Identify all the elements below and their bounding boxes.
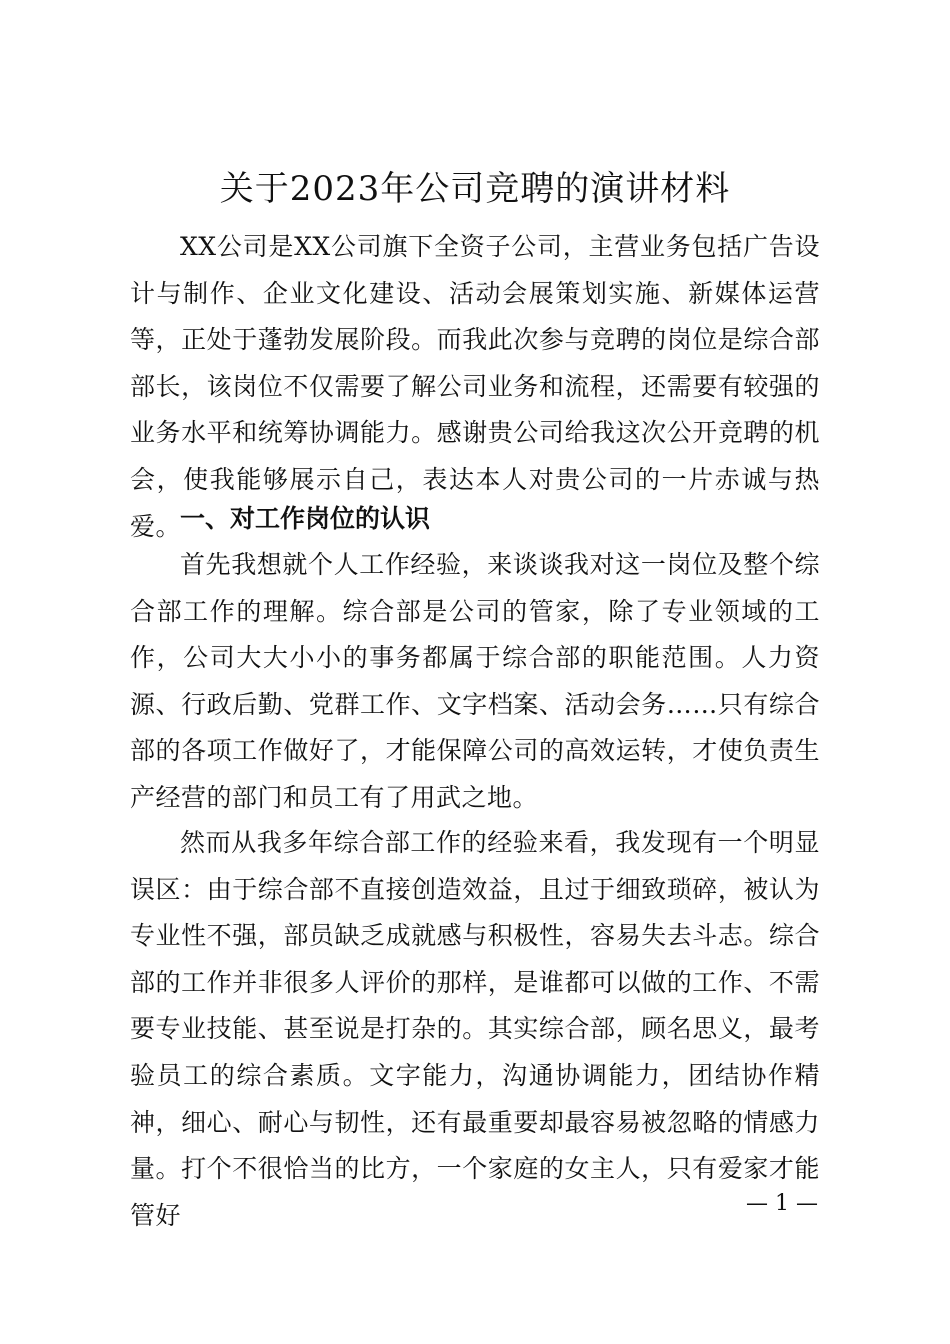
body-paragraph-2: 然而从我多年综合部工作的经验来看，我发现有一个明显误区：由于综合部不直接创造效益，且过于细致琐碎，被认为专业性不强，部员缺乏成就感与积极性，容易失去斗志。综合部的工作并非很多人评价的那样，是谁都可以做的工作、不需要专业技能、甚至说是打杂的。其实综合部，顾名思义，最考验员工的综合素质。文字能力，沟通协调能力，团结协作精神，细心、耐心与韧性，还有最重要却最容易被忽略的情感力量。打个不很恰当的比方，一个家庭的女主人，只有爱家才能管好 [130, 828, 820, 1230]
body-paragraph-1: 首先我想就个人工作经验，来谈谈我对这一岗位及整个综合部工作的理解。综合部是公司的管家，除了专业领域的工作，公司大大小小的事务都属于综合部的职能范围。人力资源、行政后勤、党群工作、文字档案、活动会务……只有综合部的各项工作做好了，才能保障公司的高效运转，才使负责生产经营的部门和员工有了用武之地。 [130, 550, 820, 812]
document-title: 关于2023年公司竞聘的演讲材料 [219, 169, 731, 209]
page-number: — 1 — [746, 1191, 818, 1216]
intro-paragraph: XX公司是XX公司旗下全资子公司，主营业务包括广告设计与制作、企业文化建设、活动会展策划实施、新媒体运营等，正处于蓬勃发展阶段。而我此次参与竞聘的岗位是综合部部长，该岗位不仅需要了解公司业务和流程，还需要有较强的业务水平和统筹协调能力。感谢贵公司给我这次公开竞聘的机会，使我能够展示自己，表达本人对贵公司的一片赤诚与热爱。 [130, 232, 820, 541]
section-heading: 一、对工作岗位的认识 [180, 504, 431, 533]
